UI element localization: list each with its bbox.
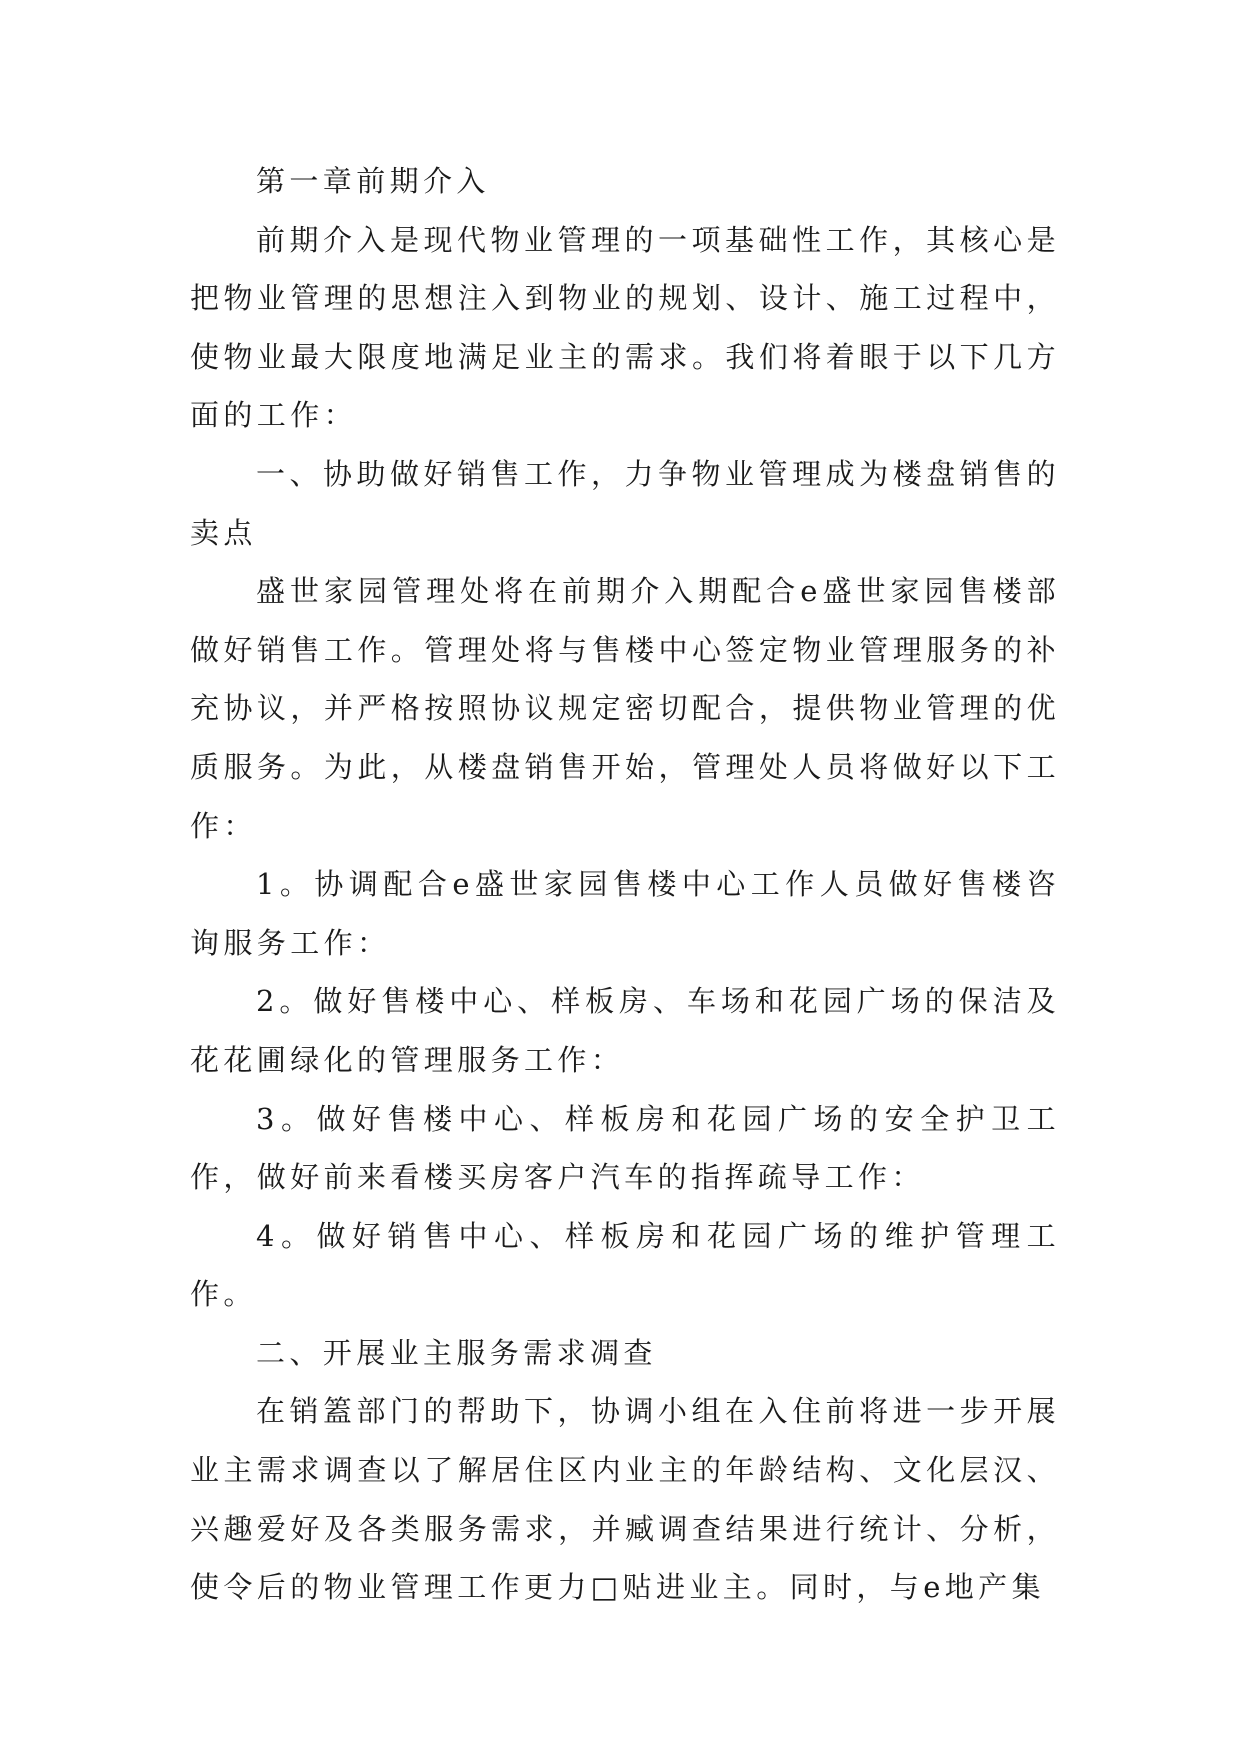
- paragraph-survey: 在销篕部门的帮助下，协调小组在入住前将进一步开展业主需求调查以了解居住区内业主的年龄结构、文化层汉、兴趣爱好及各类服务需求，并臧调查结果进行统计、分析，使令后的物业管理工作更力□贴进业主。同时，与e地产集: [190, 1394, 1060, 1605]
- paragraph-intro: 前期介入是现代物业管理的一项基础性工作，其核心是把物业管理的思想注入到物业的规划、设计、施工过程中，使物业最大限度地满足业主的需求。我们将着眼于以下几方面的工作：: [190, 222, 1060, 433]
- list-item-1: 1。协调配合e盛世家园售楼中心工作人员做好售楼咨询服务工作：: [190, 867, 1060, 960]
- document-page: [190, 152, 1060, 1617]
- section-heading-survey: 二、开展业主服务需求凋查: [256, 1335, 657, 1370]
- chapter-title: 第一章前期介入: [256, 164, 490, 198]
- list-item-2: 2。做好售楼中心、样板房、车场和花园广场的保洁及花花圃绿化的管理服务工作：: [190, 984, 1060, 1077]
- section-heading-sales: 一、协助做好销售工作，力争物业管理成为楼盘销售的卖点: [190, 456, 1060, 550]
- paragraph-sales: 盛世家园管理处将在前期介入期配合e盛世家园售楼部做好销售工作。管理处将与售楼中心签定物业管理服务的补充协议，并严格按照协议规定密切配合，提供物业管理的优质服务。为此，从楼盘销售开始，管理处人员将做好以下工作：: [190, 574, 1060, 843]
- list-item-3: 3。做好售楼中心、样板房和花园广场的安全护卫工作，做好前来看楼买房客户汽车的指挥疏导工作：: [190, 1101, 1060, 1195]
- list-item-4: 4。做好销售中心、样板房和花园广场的维护管理工作。: [190, 1218, 1060, 1312]
